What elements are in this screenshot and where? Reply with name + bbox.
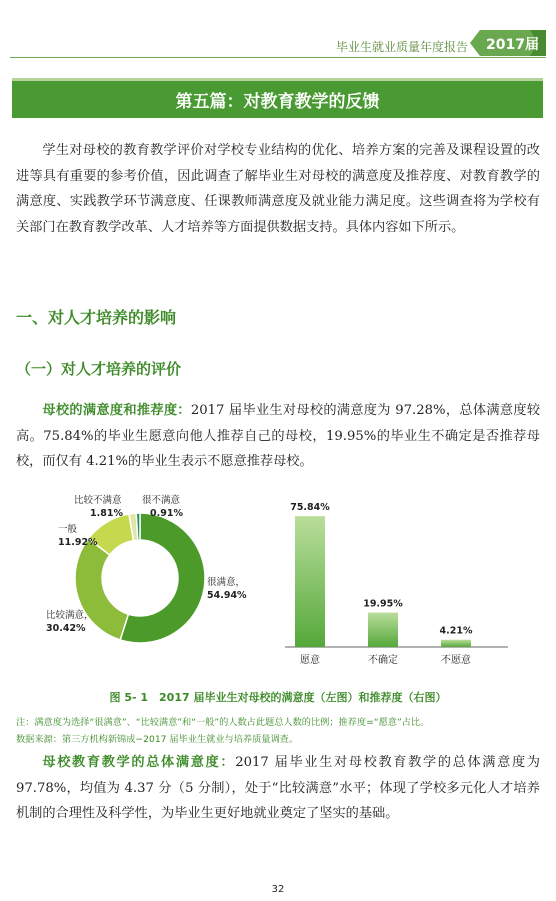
donut-value-label: 54.94% [207, 590, 247, 601]
section-title: 第五篇：对教育教学的反馈 [175, 92, 380, 112]
satisfaction-body: 2017 届毕业生对母校的满意度为 97.28%，总体满意度较高。75.84%的毕业生愿意向他人推荐自己的母校，19.95%的毕业生不确定是否推荐母校，而仅有 4.21%的毕业生表示不愿意推荐母校。 [16, 403, 541, 469]
donut-category-label: 比较满意， [46, 610, 94, 621]
intro-paragraph: 学生对母校的教育教学评价对学校专业结构的优化、培养方案的完善及课程设置的改进等具有重要的参考价值，因此调查了解毕业生对母校的满意度及推荐度、对教育教学的满意度、实践教学环节满意度、任课教师满意度及就业能力满足度。这些调查将为学校有关部门在教育教学改革、人才培养等方面提供数据支持。具体内容如下所示。 [16, 143, 540, 235]
bar-value-label: 4.21% [439, 625, 473, 637]
teaching-body: 2017 届毕业生对母校教育教学的总体满意度为 97.78%，均值为 4.37 分（5 分制），处于“比较满意”水平；体现了学校多元化人才培养机制的合理性及科学性，为毕业生更好地就业奠定了坚实的基础。 [16, 755, 540, 821]
heading-level-1: 一、对人才培养的影响 [16, 308, 177, 327]
year-badge-text: 2017届 [486, 37, 539, 53]
bar-0 [295, 516, 325, 647]
bar-category-label: 不愿意 [441, 655, 471, 666]
heading-level-2: （一）对人才培养的评价 [16, 360, 182, 378]
figure-caption: 图 5- 1 2017 届毕业生对母校的满意度（左图）和推荐度（右图） [109, 691, 447, 704]
donut-value-label: 30.42% [46, 623, 86, 634]
donut-category-label: 一般 [58, 524, 78, 535]
page-number: 32 [271, 884, 285, 895]
donut-value-label: 11.92% [58, 537, 98, 548]
section-banner [12, 78, 543, 118]
bar-2 [441, 640, 471, 647]
figure-note: 注：满意度为选择“很满意”、“比较满意”和“一般”的人数占此题总人数的比例；推荐度=“愿意”占比。 [16, 717, 430, 728]
satisfaction-lead: 母校的满意度和推荐度： [42, 403, 191, 418]
teaching-paragraph [16, 750, 540, 827]
teaching-lead: 母校教育教学的总体满意度： [42, 755, 236, 770]
bar-value-label: 75.84% [290, 502, 330, 514]
figure-source: 数据来源：第三方机构新锦成−2017 届毕业生就业与培养质量调查。 [16, 734, 299, 745]
bar-chart [285, 502, 508, 666]
bar-category-label: 不确定 [368, 655, 398, 666]
figure-charts [0, 490, 556, 685]
year-badge [470, 30, 546, 56]
donut-value-label: 1.81% [90, 508, 123, 519]
report-title: 毕业生就业质量年度报告 [335, 40, 468, 54]
donut-value-label: 0.91% [150, 508, 183, 519]
satisfaction-paragraph [16, 398, 540, 475]
page-header [0, 0, 556, 60]
donut-category-label: 比较不满意 [74, 495, 122, 506]
header-divider [10, 57, 546, 58]
donut-chart [46, 494, 247, 643]
donut-category-label: 很满意， [207, 577, 246, 588]
bar-category-label: 愿意 [300, 655, 320, 666]
donut-category-label: 很不满意 [142, 495, 181, 506]
bar-value-label: 19.95% [363, 598, 403, 610]
bar-1 [368, 613, 398, 647]
